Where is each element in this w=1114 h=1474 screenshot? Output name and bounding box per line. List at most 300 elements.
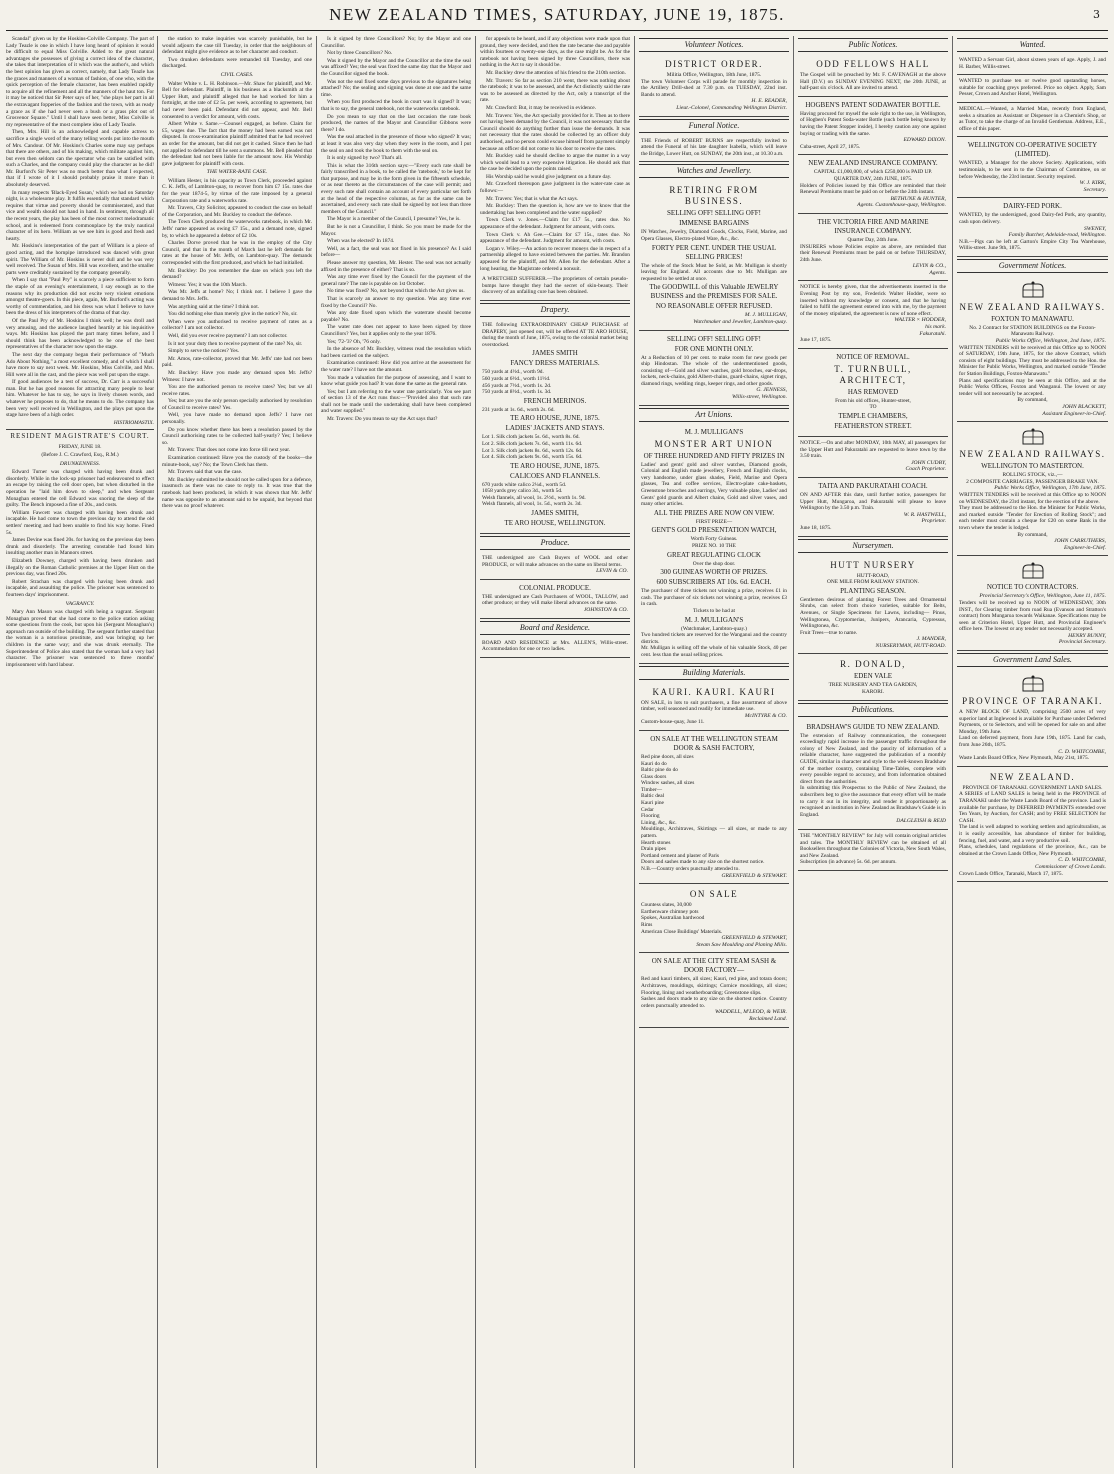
court-paragraph: Mr. Travers: So far as section 210 went, there was nothing about the ratebook; it was to be assessed, and the Act distinctly said the rate was to be assessed as directed by the Act, only a transcript of the rate. <box>480 77 630 104</box>
list-item: Baltic deal <box>641 793 665 800</box>
ad-text: Subscription (in advance) 5s. 6d. per annum. <box>800 859 897 866</box>
court-paragraph: Yes; but I am referring to the water rate particularly. You see part of section 13 of the Act runs thus:—"Provided also that such rate shall not be made until the undertaking shall have been completed and water supplied." <box>321 388 471 415</box>
ad-signature: H. E. READER, <box>751 98 787 105</box>
ad-heading: NOTICE TO CONTRACTORS. <box>986 583 1079 592</box>
section-heading-government: Government Notices. <box>957 259 1108 273</box>
advertisement <box>480 637 630 658</box>
ad-text: Two hundred tickets are reserved for the Wanganui and the country districts. <box>641 632 787 645</box>
ad-text: Mr. Mulligan is selling off the whole of his valuable Stock, 40 per cent. less than the usual selling prices. <box>641 645 787 658</box>
ad-date: June 17, 1875. <box>800 337 832 344</box>
ad-signature: JAMES SMITH <box>532 349 578 358</box>
court-paragraph: Mr. Crawford thereupon gave judgment in the water-rate case as follows:— <box>480 181 630 195</box>
section-heading-funeral: Funeral Notice. <box>639 119 789 133</box>
ad-text: Public Works Office, Wellington, 17th June, 1875. <box>994 485 1106 492</box>
ad-signature: DALGLEISH & REID <box>896 818 946 825</box>
ad-text: No. 2 Contract for STATION BUILDINGS on the Foxton-Manawatu Railway. <box>969 324 1096 338</box>
ad-signature: HENRY BUNNY, <box>1068 632 1106 639</box>
advertisement <box>639 135 789 163</box>
ad-address: Coach Proprietor. <box>905 466 946 473</box>
court-paragraph: When were you authorised to receive payment of rates as a collector? I am not collector. <box>162 318 312 332</box>
subheading: DRUNKENNESS. <box>59 460 101 467</box>
ad-text: At a Reduction of 10 per cent. to make room for new goods per ship Hindostan. The whole of the undermentioned goods, consisting of—Gold and silver watches, gold brooches, ear-drops, lockets, neck-chains, gold Albert-chains, guard-chains, signet rings, diamond rings, wedding rings, keeper rings, and other goods. <box>641 354 787 387</box>
ad-text: THE "MONTHLY REVIEW" for July will contain original articles and tales. The MONTHLY REVIEW can be obtained of all Booksellers throughout the Colonies of Victoria, New South Wales, and New Zealand. <box>800 832 946 859</box>
court-paragraph: Mr. Buckley submitted he should not be called upon for a defence, inasmuch as there was no case to reply to. It was true that the ratebook had been produced, in which it was shown that Mr. Jeffs' name was opposite to an amount said to be unpaid, but beyond that there was no proof whatever. <box>162 476 312 510</box>
ad-heading: FORTY PER CENT. UNDER THE USUAL SELLING PRICES! <box>651 243 777 261</box>
ad-heading: COLONIAL PRODUCE. <box>519 583 591 592</box>
court-paragraph: Logan v. Wiley.—An action to recover moneys due in respect of a partnership alleged to have existed between the parties. Mr. Brandon appeared for the plaintiff, and Mr. Allen for the defendant. After a long hearing, the Magistrate ordered a nonsuit. <box>480 245 630 272</box>
ad-heading: BRADSHAW'S GUIDE TO NEW ZEALAND. <box>806 722 940 731</box>
column-3 <box>321 36 471 1468</box>
advertisement-donald <box>798 654 948 700</box>
ad-text: ON SALE, in lots to suit purchasers, a fine assortment of above timber, well seasoned and readily for immediate use. <box>641 699 787 713</box>
ad-text: Fruit Trees—true to name. <box>800 629 858 636</box>
advertisement-wanted <box>957 75 1108 103</box>
ad-address: Willis-street, Wellington. <box>731 394 787 401</box>
ad-heading: CALICOES AND FLANNELS. <box>509 471 601 480</box>
ad-text: By command, <box>1017 531 1048 538</box>
ad-text: A NEW BLOCK OF LAND, comprising 2500 acres of very superior land at Inglewood is available for Purchase under Deferred Payments, or to Selectors, and will be opened for sale on and after Monday, 19th June. <box>959 709 1106 735</box>
court-paragraph: That is scarcely an answer to my question. Was any time ever fixed by the Council? No. <box>321 295 471 309</box>
ad-text: The whole of the Stock Must be Sold, as Mr. Mulligan is shortly leaving for England. All accounts due to Mr. Mulligan are requested to be settled at once. <box>641 262 787 282</box>
court-paragraph: Walter White v. L. H. Robinson.—Mr. Shaw for plaintiff, and Mr. Bell for defendant. Plaintiff, in his business as a blacksmith at the Upper Hutt, and plaintiff alleged that he had worked for him a fortnight, at the rate of £2 5s. per week, according to agreement, but had never been paid. Defendant did not appear, and Mr. Bell consented to a verdict for amount, with costs. <box>162 80 312 120</box>
ad-address: Provincial Secretary. <box>1058 639 1106 646</box>
article-paragraph: Scandal" given us by the Hoskins-Colville Company. The part of Lady Teazle is one in which I have long heard of opinion it would be difficult to equal Miss Colville. Added to the great natural advantages she possesses of giving a correct idea of the character, she takes that interpretation of it which was the author's, and which the best opinion has given as correct, namely, that Lady Teazle has the graces and manners of a woman of fashion, of one who, with the quick perception of the female character, has been enabled rapidly to acquire all the refinement and all the manners of the haut ton. For it may be noticed that Sir Peter says of her, "she plays her part in all the extravagant fopperies of the fashion and the town, with as ready a grace as if she had never seen a bush or a grass plot out of Grosvenor Square." Until I shall have seen better, Miss Colville is my representative of the most complete idea of Lady Teazle. <box>6 36 154 128</box>
advertisement-dairy-pork <box>957 198 1108 257</box>
advertisement-kauri <box>639 682 789 731</box>
advertisement-selling-off <box>639 331 789 406</box>
ad-heading: HOGBEN'S PATENT SODAWATER BOTTLE. <box>805 100 941 109</box>
ad-signature: LEVIN & CO. <box>596 568 628 575</box>
ad-text: BOARD AND RESIDENCE at Mrs. ALLEN'S, Willis-street. Accommodation for one or two ladies. <box>482 639 628 653</box>
ad-text: FIRST PRIZE— <box>695 518 733 525</box>
court-paragraph: Edward Turner was charged with having been drunk and disorderly. While in the lock-up prisoner had endeavoured to effect an escape by raising the cell door open, but when disturbed in the operation he "laid him down to sleep," and when Sergeant Monaghan entered the cell Edward was snoring the sleep of the guilty. The Bench imposed a fine of 20s., and costs. <box>6 469 154 509</box>
list-item: Window sashes, all sizes <box>641 780 695 787</box>
ad-signature: EDWARD DIXON. <box>903 137 946 144</box>
ad-heading: ON SALE AT THE WELLINGTON STEAM DOOR & SASH FACTORY, <box>650 734 778 752</box>
list-item: Flooring <box>641 813 660 820</box>
price-row: Lot 2. Silk cloth jackets 7s. 6d., worth 11s. 6d. <box>482 440 583 447</box>
ad-text: ROLLING STOCK, viz.,— <box>1002 472 1063 479</box>
subheading: VAGRANCY. <box>65 600 95 607</box>
royal-crest-icon <box>1019 675 1047 693</box>
court-paragraph: Mr. Travers: That does not come into force till next year. <box>168 447 291 454</box>
court-paragraph: Mr. Travers: Yes; that is what the Act says. <box>486 195 579 202</box>
ad-heading: EDEN VALE <box>853 672 893 681</box>
column-7 <box>957 36 1108 1468</box>
court-paragraph: This is what the 316th section says:—"Every such rate shall be fairly transcribed in a book, to be called the 'ratebook,' to be kept for that purpose, and may be in the form given in the fifteenth schedule, or as near thereto as the circumstances of the case will permit; and every such rate shall contain an account of every particular set forth at the head of the respective columns, as far as the same can be ascertained, and every such rate shall be signed by not less than three members of the Council." <box>321 162 471 215</box>
ad-address: Fakuratahi. <box>919 330 946 337</box>
court-paragraph: You made a valuation for the purpose of assessing, and I want to know what guide you had? It was done the same as the general rate. <box>321 374 471 388</box>
ad-text: Tenders will be received up to NOON of WEDNESDAY, 30th INST., for Clearing timber from road Rua (Evanson and Stratton's contract) from Mungaroa towards Waikanae. Specifications may be seen at Criterion Hotel, Upper Hutt, and Provincial Engineer's office here. The lowest or any tender not necessarily accepted. <box>959 599 1106 633</box>
ad-heading: NOTICE OF REMOVAL. <box>836 352 910 361</box>
ad-heading: ON SALE <box>689 889 739 900</box>
list-item: Drain pipes <box>641 846 667 853</box>
court-paragraph: Examination continued: How did you arrive at the assessment for the water rate? I have not the amount. <box>321 360 471 373</box>
ad-signature: WADDELL, M'LEOD, & WEIR. <box>715 1009 787 1016</box>
ad-text: WRITTEN TENDERS will be received at this Office up to NOON of SATURDAY, 19th June, 1875, for the above Contract, which consists of eight buildings. They must be addressed to the Hon. the Minister for Public Works, Wellington, and marked outside "Tender for Station Buildings, Foxton-Manawatu." <box>959 344 1106 378</box>
ad-text: CAPITAL £1,000,000, of which £250,000 is PAID UP. <box>813 169 933 176</box>
ad-text: Having procured for myself the sole right to the use, in Wellington, of Hogben's Patent Soda-water Bottle (such bottle being known by having the Patent Stopper inside), I hereby caution any one against buying or trading with the same. <box>800 110 946 137</box>
ad-signature: G. JENNESS, <box>756 387 787 394</box>
ad-text: Doors and sashes made to any size on the shortest notice. <box>641 859 765 866</box>
article-paragraph: Mr. Hoskins's interpretation of the part of William is a piece of good acting, and the hornpipe introduced was danced with great spirit. The William of Mr. Hoskins is never dull and he was very well received. The Susan of Mrs. Hill was excellent, and the smaller parts were creditably sustained by the company generally. <box>6 243 154 276</box>
ad-signature: BETHUNE & HUNTER, <box>890 195 946 202</box>
court-paragraph: William Fawcett was charged with having been drunk and incapable. He had come to town the previous day to attend the old settlers' meeting and had been unable to find his way home. Fined 5s. <box>6 509 154 536</box>
advertisement-railways-foxton <box>957 275 1108 422</box>
ad-heading: SELLING OFF! SELLING OFF! <box>667 334 761 343</box>
court-paragraph: When you first produced the book in court was it signed? It was; that is to say, the general ratebook, not the waterworks ratebook. <box>321 99 471 112</box>
court-paragraph: Was Mr. Jeffs at home? No; I think not. I believe I gave the demand to Mrs. Jeffs. <box>162 289 312 302</box>
ad-text: Public Works Office, Wellington, 2nd June, 1875. <box>995 338 1106 345</box>
ad-address: TE ARO HOUSE, WELLINGTON. <box>504 519 606 528</box>
court-paragraph: The Mayor is a member of the Council, I presume? Yes, he is. <box>327 216 461 223</box>
ad-text: Land on deferred payment, from June 19th, 1875. Land for cash, from June 26th, 1875. <box>959 735 1106 749</box>
ad-heading: PROVINCE OF TARANAKI. <box>962 696 1103 707</box>
advertisement-contractors <box>957 556 1108 651</box>
ad-address: NURSERYMAN, HUTT-ROAD. <box>875 642 946 649</box>
ad-text: The extension of Railway communication, the consequent exceedingly rapid increase in the passenger traffic throughout the colony of New Zealand, and the paucity of information of a reliable character, have suggested the publication of a monthly GUIDE, similar in character and style to the well-known Bradshaw of the mother country, containing Time-Tables, complete with every possible regard to accuracy, and from information obtained direct from the authorities. <box>800 732 946 785</box>
ad-text: Over the shop door. <box>692 560 736 567</box>
subheading: THE WATER-RATE CASE. <box>206 169 268 176</box>
advertisement-hogben <box>798 97 948 156</box>
ad-signature: LEVIN & CO., <box>912 263 946 270</box>
ad-address: Watchmaker and Jeweller, Lambton-quay. <box>693 318 787 325</box>
ad-heading: NEW ZEALAND. <box>989 771 1076 782</box>
ad-text: INSURERS whose Policies expire as above, are reminded that their Renewal Premiums must be paid on or before THURSDAY, 24th June. <box>800 243 946 263</box>
ad-heading: OF THREE HUNDRED AND FIFTY PRIZES IN <box>643 451 785 460</box>
ad-address: Agents. Customhouse-quay, Wellington. <box>857 202 946 209</box>
column-rule <box>952 36 953 1468</box>
section-heading-board: Board and Residence. <box>480 621 630 635</box>
court-paragraph: Robert Strachan was charged with having been drunk and incapable, and assaulting the police. The prisoner was sentenced to fourteen days' imprisonment. <box>6 578 154 598</box>
ad-text: The Gospel will be preached by Mr. F. CAVENAGH at the above Hall (D.V.) on SUNDAY EVENING NEXT, the 20th JUNE, at half-past six o'clock. All are invited to attend. <box>800 72 946 92</box>
court-paragraph: Charles Dorve proved that he was in the employ of the City Council, and that in the month of March last he left demands for rates at the house of Mr. Jeffs, on Lambton-quay. The demands corresponded with the first produced, and which he had initialled. <box>162 240 312 266</box>
court-paragraph: Is it signed by three Councillors? No; by the Mayor and one Councillor. <box>321 36 471 49</box>
list-item: Kauri pine <box>641 800 664 807</box>
section-heading-drapery: Drapery. <box>480 303 630 317</box>
ad-text: The land is well adapted to working settlers and agriculturalists, as it is easily accessible, has abundance of timber for building, fencing, fuel, and water, and a very productive soil. <box>959 824 1106 844</box>
list-item: American Close Buildings' Materials. <box>641 928 723 935</box>
ad-text: In submitting this Prospectus to the Public of New Zealand, the subscribers beg to give the assurance that every effort will be made to carry it out in its integrity, and render it proportionately as recognised an institution in New Zealand as Bradshaw's Guide is in England. <box>800 785 946 818</box>
ad-heading: HUTT NURSERY <box>830 559 916 570</box>
article-paragraph: Then, Mrs. Hill is an acknowledged and capable actress to sacrifice a single word of the many telling words put into the mouth of Mrs. Candour. Of Mr. Hoskins's Charles some may say perhaps that there are others, and of his making, which militate against him, but even then seldom can the spectator who can be satisfied with such a Charles, and the company could play the character as he did! Mr. Burford's Sir Peter was no much better than what I expected, that if I wrote of it I should probably praise it more than it absolutely deserved. <box>6 129 154 189</box>
advertisement-railways-masterton <box>957 422 1108 556</box>
column-rule <box>793 36 794 1468</box>
price-row: Welsh flannels, all wool, 1s. 5d., worth 2s. 3d. <box>482 501 582 508</box>
court-paragraph: Mr. Travers said that was the case. <box>168 469 243 476</box>
ad-heading: GENT'S GOLD PRESENTATION WATCH, <box>651 526 777 535</box>
list-item: Baltic pine do do <box>641 767 678 774</box>
price-row: 456 yards at 7½d., worth 1s. 2d. <box>482 382 552 389</box>
court-paragraph: The Town Clerk produced the waterworks ratebook, in which Mr. Jeffs' name appeared as owing £7 15s., and a demand note, signed by, to which he appeared a debtor of £2 10s. <box>162 219 312 239</box>
ad-signature: GREENFIELD & STEWART, <box>721 935 787 942</box>
ad-address: Steam Saw Moulding and Planing Mills. <box>696 941 787 948</box>
court-paragraph: Examination continued: Have you the custody of the books—the minute-book, say? No; the Town Clerk has them. <box>162 455 312 468</box>
advertisement-nz-insurance <box>798 155 948 214</box>
ad-text: By command, <box>1017 397 1048 404</box>
ad-signature: JAMES SMITH, <box>531 509 579 518</box>
ad-address: Assistant Engineer-in-Chief. <box>1042 410 1106 417</box>
ad-text: 2 COMPOSITE CARRIAGES, PASSENGER BRAKE VAN. <box>966 478 1099 485</box>
ad-text: From his old offices, Hunter-street, <box>835 397 911 404</box>
ad-text: PRIZE NO. 10 THE <box>692 543 736 549</box>
ad-heading: ODD FELLOWS HALL <box>816 59 930 69</box>
ad-heading: NO REASONABLE OFFER REFUSED. <box>655 302 773 311</box>
court-paragraph: Was any date fixed upon which the waterrate should become payable? No. <box>321 310 471 323</box>
court-paragraph: Witness: Yes; it was the 10th March. <box>168 281 247 288</box>
royal-crest-icon <box>1019 281 1047 299</box>
column-rule <box>316 36 317 1468</box>
list-item: Kauri do do <box>641 760 667 767</box>
ad-date: June 18, 1875. <box>800 524 832 531</box>
list-item: Rims <box>641 921 653 928</box>
advertisement-monthly-review <box>798 830 948 871</box>
advertisement-removal <box>798 349 948 437</box>
court-paragraph: You did nothing else than merely give in the notice? No, sir. <box>168 311 298 318</box>
section-heading-art-unions: Art Unions. <box>639 408 789 422</box>
court-paragraph: Mr. Travers: Do you mean to say the Act says that? <box>327 416 438 423</box>
price-row: 231 yards at 1s. 6d., worth 2s. 6d. <box>482 406 555 413</box>
court-paragraph: His Worship said he would give judgment on a future day. <box>486 173 612 180</box>
advertisement-nz-land <box>957 767 1108 882</box>
list-item: Spokes, Australian hardwood <box>641 915 705 922</box>
court-bench: (Before J. C. Crawford, Esq., R.M.) <box>41 452 119 459</box>
court-paragraph: for appeals to be heard, and if any objections were made upon that ground, they were decided, and then the rate became due and payable within fourteen or twenty-one days, as the case might be. As for the ratebook not having been signed by three Councillors, there was nothing in the Act to say it should be. <box>480 36 630 69</box>
ad-heading: FOXTON TO MANAWATU. <box>991 314 1074 323</box>
ad-text: NOTICE is hereby given, that the advertisements inserted in the Evening Post by my son, Frederick Walter Hodder, were so inserted without my knowledge or consent, and that he having failed to fulfil the agreement entered into with me, by the payment of the money stipulated, the agreement is now of none effect. <box>800 284 946 317</box>
masthead: NEW ZEALAND TIMES, SATURDAY, JUNE 19, 1875. <box>329 5 785 24</box>
ad-heading: M. J. MULLIGAN'S <box>684 615 744 624</box>
court-paragraph: Mr. Crawford: But, it may be received in evidence. <box>486 104 597 111</box>
ad-heading: FOR ONE MONTH ONLY. <box>674 344 754 353</box>
court-paragraph: Mary Ann Mason was charged with being a vagrant. Sergeant Monaghan proved that she had come to the police station asking some questions from the cook, but upon his (Sergeant Monaghan's) approach ran outside of the building. The sergeant further stated that the woman is a notorious prostitute, and was bringing up her children in the same way; and she was drunk eternally. The Superintendent of Police also stated that the woman had a very bad character. The prisoner was sentenced to three months' imprisonment with hard labour. <box>6 609 154 668</box>
ad-heading: ALL THE PRIZES ARE NOW ON VIEW. <box>653 508 775 517</box>
ad-address: Engineer-in-Chief. <box>1064 544 1106 551</box>
ad-signature: C. D. WHITCOMBE, <box>1058 857 1106 864</box>
ad-signature: JOHNSTON & CO. <box>583 607 628 614</box>
court-paragraph: Well, you have made no demand upon Jeffs? I have not personally. <box>162 412 312 426</box>
price-row: 670 yards white calico 2¼d., worth 5d. <box>482 481 567 488</box>
advertisement-taranaki <box>957 669 1108 767</box>
court-paragraph: But he is not a Councillor, I think. So you must be made for the Mayor. <box>321 224 471 237</box>
advertisement-on-sale <box>639 884 789 953</box>
ad-heading: 600 SUBSCRIBERS AT 10s. 6d. EACH. <box>656 578 772 587</box>
ad-heading: DAIRY-FED PORK. <box>1003 202 1062 211</box>
ad-signature: SWENEY, <box>1083 225 1106 232</box>
ad-signature: J. MANDER, <box>916 636 946 643</box>
column-4 <box>480 36 630 1468</box>
list-item: Cedar <box>641 806 654 813</box>
court-paragraph: Was the seal attached in the presence of those who signed? It was; at least it was also very day when they were in the room, and I put the seal on and took the book to them with the seal on. <box>321 134 471 154</box>
ad-address: Family Butcher, Adelaide-road, Wellington. <box>1008 232 1106 239</box>
section-heading-land-sales: Government Land Sales. <box>957 653 1108 667</box>
list-item: Portland cement and plaster of Paris <box>641 852 719 859</box>
ad-address: Custom-house-quay, June 11. <box>641 719 705 726</box>
ad-text: N.B.—Pigs can be left at Garton's Empire City Tea Warehouse, Willis-street. June 9th, 1875. <box>959 238 1106 252</box>
ad-text: Quarter Day, 24th June. <box>847 236 899 243</box>
ad-text: his mark. <box>925 324 946 331</box>
ad-heading: IMMENSE BARGAINS <box>679 219 749 228</box>
section-heading-nurserymen: Nurserymen. <box>798 539 948 553</box>
page-number: 3 <box>1093 8 1100 21</box>
advertisement-taita-coach <box>798 478 948 537</box>
court-date: FRIDAY, JUNE 18. <box>58 444 102 451</box>
advertisement-wanted <box>957 103 1108 137</box>
ad-text: They must be addressed to the Hon. the Minister for Public Works, and marked outside "Tender for Erection of Rolling Stock"; and each tender must contain a cheque for £20 on some Bank in the town where the tender is lodged. <box>959 505 1106 531</box>
ad-text: WANTED a Servant Girl, about sixteen years of age. Apply, J. and H. Barber, Willis-street. <box>959 57 1106 70</box>
court-paragraph: Mr. Buckley: Have you made any demand upon Mr. Jeffs? Witness: I have not. <box>162 369 312 383</box>
ad-heading: RETIRING FROM BUSINESS. <box>669 185 759 207</box>
section-heading-building: Building Materials. <box>639 666 789 680</box>
ad-heading: R. DONALD, <box>840 659 906 670</box>
court-paragraph: James Devine was fined 20s. for having on the previous day been drunk and disorderly. The arresting constable had found him insulting another man in Mannors street. <box>6 537 154 557</box>
ad-heading: PLANTING SEASON. <box>840 586 906 595</box>
court-paragraph: Was it signed by the Mayor and the Councillor at the time the seal was affixed? Yes; the seal was fixed the same day that the Mayor and the Councillor signed the book. <box>321 57 471 77</box>
advertisement <box>480 552 630 580</box>
price-row: 750 yards at 4½d., worth 9d. <box>482 369 544 376</box>
ad-heading: GREAT REGULATING CLOCK <box>667 550 761 559</box>
subheading: CIVIL CASES. <box>220 71 254 78</box>
court-paragraph: The water rate does not appear to have been signed by three Councillors? Yes, but it applies only to the year 1876. <box>321 324 471 337</box>
ad-heading: FEATHERSTON STREET. <box>834 422 912 430</box>
court-paragraph: Was not the seal fixed some days previous to the signatures being attached? No; the sealing and signing was done at one and the same time. <box>321 78 471 98</box>
ad-heading: DISTRICT ORDER. <box>665 59 763 69</box>
column-2 <box>162 36 312 1468</box>
article-paragraph: If good audiences be a test of success, Dr. Carr is a successful man. But he has good reasons for attracting many people to hear him. Whatever he has to say, he says in lively chosen words, and whatever he proposes to do, that he means to do. The company has been very well received in Wellington, and the plays put upon the stage have been of a high order. <box>6 379 154 419</box>
article-signature: HISTRIOMASTIX. <box>113 419 154 426</box>
ad-heading: The GOODWILL of this Valuable JEWELRY BUSINESS and the PREMISES FOR SALE. <box>649 283 779 301</box>
column-rule <box>634 36 635 1468</box>
ad-address: Commissioner of Crown Lands. <box>1035 863 1106 870</box>
column-1 <box>6 36 154 1468</box>
ad-signature: JOHN CUDBY, <box>911 459 946 466</box>
ad-heading: 300 GUINEAS WORTH OF PRIZES. <box>660 568 768 577</box>
court-paragraph: Do you mean to say that on the last occasion the rate book produced, the names of the Mayor and Councillor Gibbons were there? I do. <box>321 113 471 133</box>
ad-text: TREE NURSERY AND TEA GARDEN, <box>828 682 918 689</box>
price-row: Lot 3. Silk cloth jackets 8s. 6d., worth 12s. 6d. <box>482 447 583 454</box>
article-paragraph: The next day the company began their performance of "Much Ado About Nothing," a most excellent comedy, and of which I shall have more to say next week. Mr. Hoskins, Miss Colville, and Mrs. Hill were all in the cast, and the piece was well put upon the stage. <box>6 351 154 378</box>
advertisement-retiring <box>639 180 789 330</box>
ad-heading: WELLINGTON TO MASTERTON. <box>981 462 1084 471</box>
column-5 <box>639 36 789 1468</box>
court-paragraph: Mr. Buckley drew the attention of his friend to the 210th section. <box>486 69 626 76</box>
ad-text: A SERIES of LAND SALES is being held in the PROVINCE of TARANAKI under the Waste Lands Board of the province. Land is available for purchase, by DEFERRED PAYMENTS extended over Ten Years, by Auction, for CASH; and by FREE SELECTION for CASH. <box>959 791 1106 824</box>
ad-heading: TAITA AND PAKURATAHI COACH. <box>818 481 928 490</box>
court-paragraph: Mr. Buckley: Then the question is, how are we to know that the undertaking has been completed and the water supplied? <box>480 203 630 216</box>
ad-date: Crown Lands Office, Taranaki, March 17, 1875. <box>959 870 1063 877</box>
advertisement <box>480 580 630 619</box>
ad-text: PROVINCE OF TARANAKI. GOVERNMENT LAND SALES. <box>962 784 1103 791</box>
ad-text: The purchaser of three tickets not winning a prize, receives £1 in cash. The purchaser of six tickets not winning a prize, receives £3 in cash. <box>641 588 787 608</box>
section-heading-wanted: Wanted. <box>957 38 1108 52</box>
ad-text: Ladies' and gents' gold and silver watches, Diamond goods, Colonial and English made jewellery, French and English clocks, very handsome, under glass shades, Field, Marine and Opera glasses, Tea and coffee services, Electro-plate cake-baskets, Greenstone brooches and earrings, Very valuable plate, Ladies' and Gents' gold guards and Albert chains, Gold and silver vases, and many other articles. <box>641 461 787 508</box>
column-6 <box>798 36 948 1468</box>
ad-heading: TE ARO HOUSE, JUNE, 1875. <box>510 414 600 423</box>
advertisement-coach-notice <box>798 437 948 478</box>
ad-text: NOTICE.—On and after MONDAY, 10th MAY, all passengers for the Upper Hutt and Pakuratahi are requested to leave town by the 3.50 train. <box>800 440 946 460</box>
column-rule <box>157 36 158 1468</box>
ad-address: Agents. <box>929 269 946 276</box>
ad-signature: M. J. MULLIGAN, <box>744 312 787 319</box>
court-paragraph: Was anything said at the time? I think not. <box>168 303 260 310</box>
ad-text: A WRETCHED SUFFERER.—The proprietors of certain pseudo-bumps have thought they had the secret of skin-beauty. Their discovery of an unfailing cure has been obtained. <box>482 276 628 296</box>
ad-heading: T. TURNBULL, ARCHITECT, <box>834 363 912 385</box>
ad-heading: FANCY DRESS MATERIALS. <box>510 359 600 368</box>
ad-address: Cuba-street, April 27, 1875. <box>800 143 861 150</box>
ad-heading: NEW ZEALAND INSURANCE COMPANY. <box>808 159 938 168</box>
ad-text: THE Friends of ROBERT BURNS are respectfully invited to attend the Funeral of his late daughter Isabella, which will leave the Bridge, Lower Hutt, on SUNDAY, the 20th inst., at 10.30 a.m. <box>641 137 787 157</box>
ad-text: QUARTER DAY, 24th JUNE, 1875. <box>833 175 913 182</box>
article-paragraph: Of the Paul Pry of Mr. Hoskins I think well; he was droll and very amusing, and the audience laughed heartily at his inquisitive ways. Mr. Hoskins has played the part many times before, and I should think has been acknowledged to be one of the best representatives of the character now upon the stage. <box>6 317 154 351</box>
ad-signature: McINTYRE & CO. <box>744 712 787 719</box>
advertisement-wanted <box>957 54 1108 75</box>
section-heading-watches: Watches and Jewellery. <box>639 164 789 178</box>
ad-text: KARORI. <box>861 689 884 696</box>
ad-text: Tickets to be had at <box>692 607 736 614</box>
ad-signature: W. J. KIRK, <box>1079 180 1106 187</box>
top-rule <box>6 30 1108 31</box>
ad-text: MEDICAL.—Wanted, a Married Man, recently from England, seeks a situation as Assistant or Dispenser in a Chemist's Shop, or as Tutor, to take the charge of an Invalid Gentleman. Address, E.E., office of this paper. <box>959 105 1106 132</box>
advertisement-district-order <box>639 54 789 117</box>
court-paragraph: William Hester, in his capacity as Town Clerk, proceeded against C. K. Jeffs, of Lambton-quay, to recover from him £7 15s. rates due for the year 1874-5, by virtue of the rate imposed by a general Corporation rate and a waterworks rate. <box>162 177 312 204</box>
ad-text: Plans and specifications may be seen at this Office, and at the Public Works Offices, Foxton and Wanganui. The lowest or any tender will not necessarily be accepted. <box>959 377 1106 397</box>
advertisement-art-union <box>639 424 789 664</box>
ad-signature: Lieut.-Colonel, Commanding Wellington District. <box>676 104 787 111</box>
advertisement-oddfellows <box>798 54 948 97</box>
ad-address: Waste Lands Board Office, New Plymouth, May 21st, 1875. <box>959 755 1090 762</box>
ad-address: Reclaimed Land. <box>749 1015 787 1022</box>
ad-address: Secretary. <box>1083 186 1106 193</box>
advertisement-victoria <box>798 214 948 282</box>
advertisement-hutt-nursery <box>798 555 948 655</box>
price-row: 560 yards at 6½d., worth 11½d. <box>482 375 551 382</box>
price-row: 1058 yards grey calico 3d., worth 5d. <box>482 488 563 495</box>
court-paragraph: Well, as a fact, the seal was not fixed in his presence? As I said before— <box>321 245 471 259</box>
advertisement-notice <box>798 281 948 348</box>
article-paragraph: In many respects 'Black-Eyed Susan,' which we had on Saturday night, is a wholesome play. It fulfils essentially that standard which requires that virtue and poverty should be commiserated, and that vice and wealth should not hand in hand. In sentiment, through all the recent years, the play has been of the most correct melodramatic school, and is redeemed from commonplace by the truly nautical character of its hero. William as we see him is good and fresh and hearty. <box>6 189 154 242</box>
list-item: Glass doors <box>641 773 667 780</box>
ad-heading: NEW ZEALAND RAILWAYS. <box>959 301 1106 312</box>
section-heading-public-notices: Public Notices. <box>798 38 948 52</box>
price-row: Lot 1. Silk cloth jackets 5s. 6d., worth 8s. 6d. <box>482 434 580 441</box>
section-heading-publications: Publications. <box>798 703 948 717</box>
court-paragraph: Mr. Travers, City Solicitor, appeared to conduct the case on behalf of the Corporation, and Mr. Buckley to conduct the defence. <box>162 205 312 218</box>
section-heading-produce: Produce. <box>480 536 630 550</box>
ad-text: ON AND AFTER this date, until further notice, passengers for Upper Hutt, Mungaroa, and Pakuratahi will please to leave Wellington by the 3.50 p.m. Train. <box>800 491 946 512</box>
ad-heading: SELLING OFF! SELLING OFF! <box>667 209 761 218</box>
court-paragraph: Is it not your duty then to receive payment of the rate? No, sir. <box>168 340 303 347</box>
court-paragraph: Simply to serve the notices? Yes. <box>168 348 240 355</box>
section-heading-volunteer: Volunteer Notices. <box>639 38 789 52</box>
court-paragraph: No time was fixed? No, not beyond that which the Act gives us. <box>327 288 465 295</box>
court-paragraph: Yes; '72-'3? Oh, '76 only. <box>327 338 381 345</box>
advertisement <box>480 273 630 301</box>
court-paragraph: the station to make inquiries was scarcely punishable, but he would adjourn the case till Tuesday, in order that the neighbours of defendant might give evidence as to her character and conduct. <box>162 36 312 56</box>
column-rule <box>475 36 476 1468</box>
ad-signature: JOHN CARRUTHERS, <box>1054 538 1106 545</box>
ad-text: IN Watches, Jewelry, Diamond Goods, Clocks, Field, Marine, and Opera Glasses, Electro-plated Ware, &c., &c. <box>641 229 787 242</box>
price-row: 750 yards at 8½d., worth 1s. 3d. <box>482 389 552 396</box>
court-paragraph: Was any time ever fixed by the Council for the payment of the general rate? The rate is payable on 1st October. <box>321 274 471 287</box>
court-paragraph: Not by three Councillors? No. <box>327 50 393 57</box>
ad-heading: TEMPLE CHAMBERS, <box>838 412 908 420</box>
ad-heading: ON SALE AT THE CITY STEAM SASH & DOOR FACTORY— <box>651 957 777 975</box>
court-paragraph: When was he elected? In 1874. <box>327 238 395 245</box>
court-paragraph: Mr. Buckley said he should decline to argue the matter in a way which would lead to a very expensive litigation. He should ask that the case be decided upon the points raised. <box>480 153 630 173</box>
ad-text: WRITTEN TENDERS will be received at this Office up to NOON on WEDNESDAY, the 23rd instant, for the erection of the above. <box>959 491 1106 505</box>
advertisement-bradshaw <box>798 719 948 830</box>
ad-signature: WALTER × HODDER, <box>894 317 946 324</box>
